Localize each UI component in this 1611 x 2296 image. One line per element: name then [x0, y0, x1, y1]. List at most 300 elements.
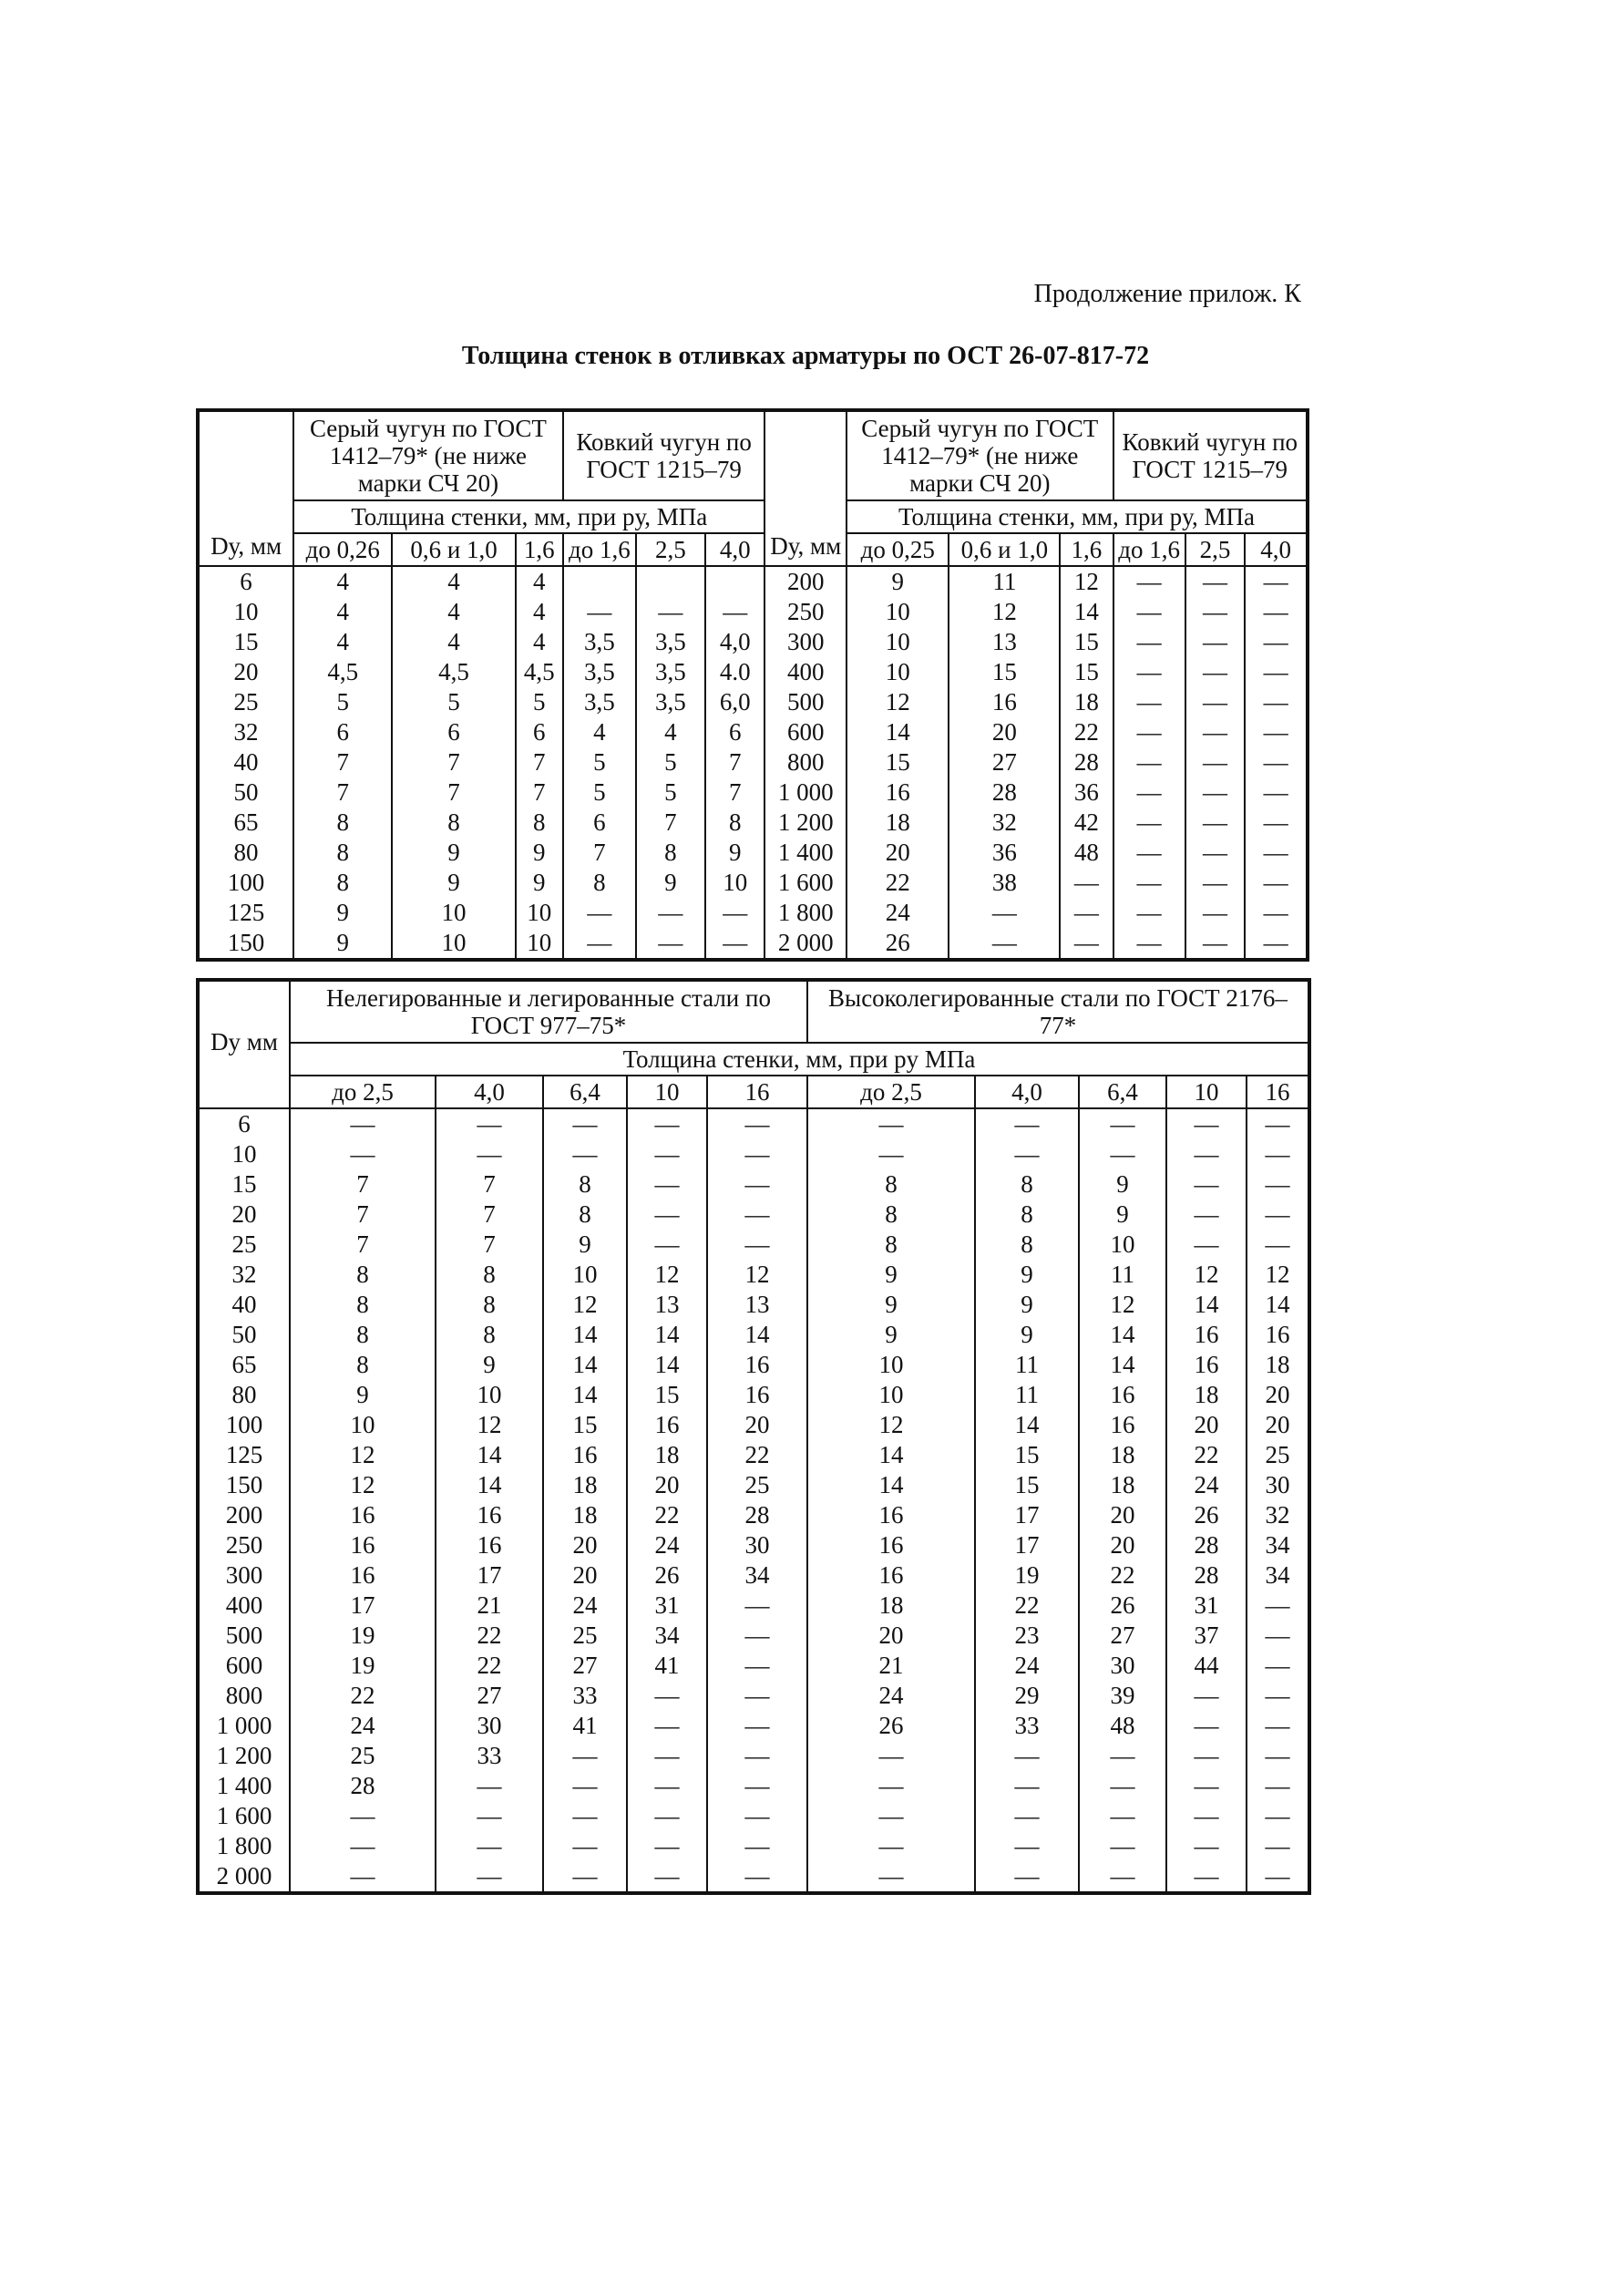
- thickness-cell: 19: [290, 1621, 436, 1651]
- thickness-cell: —: [563, 928, 636, 959]
- thickness-cell: —: [1166, 1169, 1247, 1199]
- thickness-cell: 8: [516, 808, 563, 838]
- thickness-cell: 14: [436, 1440, 543, 1470]
- thickness-cell: 17: [975, 1530, 1079, 1560]
- thickness-cell: 8: [290, 1290, 436, 1320]
- thickness-cell: 32: [1247, 1500, 1308, 1530]
- thickness-cell: 14: [627, 1350, 707, 1380]
- thickness-cell: 14: [975, 1410, 1079, 1440]
- dy-cell: 80: [199, 1380, 290, 1410]
- thickness-cell: 16: [1079, 1380, 1166, 1410]
- thickness-cell: 6,0: [705, 687, 765, 717]
- thickness-cell: 8: [293, 808, 392, 838]
- thickness-cell: 7: [563, 838, 636, 868]
- thickness-cell: 33: [436, 1741, 543, 1771]
- thickness-cell: 10: [1079, 1230, 1166, 1260]
- table-row: [199, 1771, 1308, 1801]
- thickness-cell: 14: [1060, 597, 1113, 627]
- pressure-header-cell: 4,0: [1245, 533, 1307, 566]
- thickness-cell: 9: [975, 1290, 1079, 1320]
- thickness-cell: 26: [1079, 1591, 1166, 1621]
- dy-cell: 400: [764, 657, 847, 687]
- thickness-cell: 20: [847, 838, 949, 868]
- thickness-cell: 28: [1060, 747, 1113, 777]
- thickness-cell: 26: [847, 928, 949, 959]
- pressure-header-cell: 2,5: [1185, 533, 1246, 566]
- thickness-cell: 8: [392, 808, 515, 838]
- thickness-cell: 7: [705, 747, 765, 777]
- dy-cell: 300: [199, 1560, 290, 1591]
- thickness-cell: 9: [807, 1290, 975, 1320]
- thickness-cell: —: [1166, 1711, 1247, 1741]
- thickness-cell: 9: [392, 868, 515, 898]
- thickness-cell: —: [1247, 1199, 1308, 1230]
- thickness-cell: —: [707, 1681, 807, 1711]
- thickness-cell: 16: [290, 1560, 436, 1591]
- thickness-cell: 12: [290, 1440, 436, 1470]
- thickness-cell: —: [290, 1108, 436, 1139]
- thickness-cell: 18: [847, 808, 949, 838]
- dy-cell: 80: [199, 838, 293, 868]
- thickness-cell: —: [807, 1861, 975, 1892]
- thickness-cell: 24: [847, 898, 949, 928]
- thickness-cell: —: [1113, 627, 1185, 657]
- dy-cell: 125: [199, 898, 293, 928]
- thickness-cell: 8: [807, 1230, 975, 1260]
- thickness-cell: —: [1247, 1711, 1308, 1741]
- thickness-cell: 4: [293, 597, 392, 627]
- thickness-cell: —: [1245, 627, 1307, 657]
- thickness-cell: —: [1079, 1861, 1166, 1892]
- thickness-cell: 8: [293, 838, 392, 868]
- thickness-cell: —: [707, 1199, 807, 1230]
- thickness-cell: —: [436, 1801, 543, 1831]
- thickness-cell: 14: [543, 1380, 627, 1410]
- table-row: [199, 928, 1307, 959]
- thickness-cell: 9: [293, 898, 392, 928]
- dy-cell: 250: [764, 597, 847, 627]
- thickness-cell: —: [436, 1108, 543, 1139]
- table-row: [199, 687, 1307, 717]
- table-row: [199, 627, 1307, 657]
- thickness-cell: 17: [290, 1591, 436, 1621]
- thickness-cell: 26: [1166, 1500, 1247, 1530]
- thickness-cell: 13: [707, 1290, 807, 1320]
- thickness-cell: —: [949, 898, 1060, 928]
- thickness-cell: —: [807, 1771, 975, 1801]
- thickness-cell: —: [707, 1831, 807, 1861]
- thickness-cell: 28: [1166, 1560, 1247, 1591]
- thickness-cell: —: [1166, 1741, 1247, 1771]
- thickness-cell: 7: [293, 747, 392, 777]
- thickness-cell: [563, 566, 636, 597]
- thickness-cell: 14: [847, 717, 949, 747]
- thickness-cell: 17: [436, 1560, 543, 1591]
- thickness-cell: —: [1079, 1741, 1166, 1771]
- thickness-cell: 22: [436, 1621, 543, 1651]
- thickness-cell: 7: [392, 747, 515, 777]
- thickness-cell: 4: [516, 597, 563, 627]
- malleable-iron-header-left: Ковкий чугун по ГОСТ 1215–79: [563, 411, 765, 500]
- thickness-cell: —: [563, 597, 636, 627]
- thickness-cell: —: [975, 1771, 1079, 1801]
- thickness-cell: 15: [543, 1410, 627, 1440]
- thickness-cell: 8: [807, 1199, 975, 1230]
- thickness-cell: 24: [543, 1591, 627, 1621]
- thickness-cell: 7: [392, 777, 515, 808]
- thickness-cell: —: [1113, 717, 1185, 747]
- thickness-cell: 22: [290, 1681, 436, 1711]
- pressure-header-cell: 10: [1166, 1076, 1247, 1108]
- thickness-cell: —: [1185, 868, 1246, 898]
- table-row: [199, 1290, 1308, 1320]
- dy-cell: 500: [764, 687, 847, 717]
- thickness-cell: —: [1060, 928, 1113, 959]
- thickness-cell: —: [290, 1831, 436, 1861]
- table-row: [199, 1560, 1308, 1591]
- thickness-cell: —: [290, 1801, 436, 1831]
- table-row: [199, 1861, 1308, 1892]
- pressure-header-cell: 2,5: [636, 533, 705, 566]
- thickness-cell: 12: [436, 1410, 543, 1440]
- thickness-cell: 20: [707, 1410, 807, 1440]
- thickness-cell: 15: [627, 1380, 707, 1410]
- thickness-cell: 25: [543, 1621, 627, 1651]
- page-title: Толщина стенок в отливках арматуры по ОСТ 26-07-817-72: [461, 342, 1150, 370]
- thickness-cell: —: [1185, 597, 1246, 627]
- thickness-cell: 7: [436, 1199, 543, 1230]
- thickness-cell: 12: [1247, 1260, 1308, 1290]
- thickness-cell: 15: [1060, 657, 1113, 687]
- thickness-cell: 34: [1247, 1530, 1308, 1560]
- thickness-cell: 30: [707, 1530, 807, 1560]
- thickness-cell: —: [1113, 777, 1185, 808]
- thickness-cell: 12: [707, 1260, 807, 1290]
- thickness-cell: —: [1245, 717, 1307, 747]
- thickness-cell: —: [1185, 808, 1246, 838]
- table-row: [199, 657, 1307, 687]
- dy-cell: 1 600: [199, 1801, 290, 1831]
- steel-table: [198, 980, 1309, 1893]
- table-row: [199, 1801, 1308, 1831]
- thickness-cell: 7: [290, 1199, 436, 1230]
- thickness-cell: —: [627, 1861, 707, 1892]
- pressure-header-cell: 1,6: [1060, 533, 1113, 566]
- dy-cell: 150: [199, 1470, 290, 1500]
- thickness-cell: —: [975, 1831, 1079, 1861]
- thickness-cell: —: [1245, 868, 1307, 898]
- thickness-cell: 9: [975, 1320, 1079, 1350]
- table-row: [199, 1651, 1308, 1681]
- thickness-cell: 37: [1166, 1621, 1247, 1651]
- thickness-cell: 22: [1166, 1440, 1247, 1470]
- thickness-cell: 4: [516, 566, 563, 597]
- dy-header-steel: Dу мм: [199, 981, 290, 1108]
- thickness-cell: 28: [949, 777, 1060, 808]
- thickness-cell: 15: [847, 747, 949, 777]
- thickness-cell: 4: [563, 717, 636, 747]
- thickness-cell: 30: [1079, 1651, 1166, 1681]
- dy-cell: 600: [199, 1651, 290, 1681]
- thickness-cell: —: [1247, 1169, 1308, 1199]
- thickness-cell: 10: [436, 1380, 543, 1410]
- thickness-cell: —: [975, 1801, 1079, 1831]
- thickness-cell: —: [1113, 747, 1185, 777]
- thickness-cell: 11: [975, 1380, 1079, 1410]
- table-row: [199, 1199, 1308, 1230]
- thickness-cell: —: [807, 1801, 975, 1831]
- thickness-cell: 14: [807, 1440, 975, 1470]
- table-row: [199, 717, 1307, 747]
- thickness-cell: 22: [975, 1591, 1079, 1621]
- thickness-cell: 18: [1060, 687, 1113, 717]
- thickness-cell: —: [1245, 838, 1307, 868]
- pressure-header-cell: до 0,26: [293, 533, 392, 566]
- table-row: [199, 1139, 1308, 1169]
- thickness-cell: —: [1245, 687, 1307, 717]
- thickness-cell: 5: [636, 777, 705, 808]
- thickness-cell: 16: [1247, 1320, 1308, 1350]
- table-row: [199, 1320, 1308, 1350]
- thickness-cell: 3,5: [563, 657, 636, 687]
- thickness-cell: 3,5: [636, 657, 705, 687]
- thickness-cell: —: [705, 597, 765, 627]
- thickness-cell: 9: [516, 868, 563, 898]
- thickness-cell: 39: [1079, 1681, 1166, 1711]
- thickness-cell: —: [1247, 1139, 1308, 1169]
- thickness-cell: —: [707, 1230, 807, 1260]
- dy-cell: 25: [199, 1230, 290, 1260]
- thickness-cell: 9: [807, 1320, 975, 1350]
- table-row: [199, 898, 1307, 928]
- thickness-cell: 32: [949, 808, 1060, 838]
- thickness-cell: —: [1113, 566, 1185, 597]
- thickness-cell: —: [636, 928, 705, 959]
- thickness-cell: —: [1113, 687, 1185, 717]
- cast-iron-table: [198, 410, 1308, 960]
- thickness-cell: —: [707, 1108, 807, 1139]
- thickness-cell: —: [543, 1741, 627, 1771]
- thickness-cell: 3,5: [563, 627, 636, 657]
- thickness-cell: —: [1166, 1801, 1247, 1831]
- thickness-cell: 23: [975, 1621, 1079, 1651]
- thickness-cell: 15: [975, 1470, 1079, 1500]
- thickness-cell: 18: [627, 1440, 707, 1470]
- thickness-cell: 4: [293, 566, 392, 597]
- dy-cell: 10: [199, 597, 293, 627]
- thickness-cell: 14: [543, 1350, 627, 1380]
- thickness-cell: 4: [392, 627, 515, 657]
- dy-cell: 65: [199, 1350, 290, 1380]
- thickness-cell: —: [1166, 1771, 1247, 1801]
- thickness-cell: 28: [707, 1500, 807, 1530]
- thickness-cell: 27: [436, 1681, 543, 1711]
- pressure-header-cell: 16: [1247, 1076, 1308, 1108]
- thickness-cell: 8: [636, 838, 705, 868]
- thickness-cell: 10: [516, 928, 563, 959]
- thickness-cell: 24: [627, 1530, 707, 1560]
- thickness-cell: 41: [627, 1651, 707, 1681]
- thickness-cell: 26: [807, 1711, 975, 1741]
- thickness-cell: 36: [1060, 777, 1113, 808]
- thickness-cell: —: [1185, 717, 1246, 747]
- table-row: [199, 1108, 1308, 1139]
- thickness-cell: —: [1185, 657, 1246, 687]
- thickness-cell: 6: [516, 717, 563, 747]
- thickness-cell: —: [1185, 838, 1246, 868]
- thickness-cell: 24: [975, 1651, 1079, 1681]
- thickness-cell: —: [627, 1741, 707, 1771]
- thickness-cell: —: [563, 898, 636, 928]
- dy-cell: 6: [199, 1108, 290, 1139]
- thickness-cell: 4: [516, 627, 563, 657]
- thickness-cell: 18: [1079, 1470, 1166, 1500]
- thickness-cell: 22: [1079, 1560, 1166, 1591]
- thickness-cell: 8: [293, 868, 392, 898]
- thickness-cell: —: [807, 1831, 975, 1861]
- dy-cell: 1 000: [764, 777, 847, 808]
- thickness-cell: 22: [627, 1500, 707, 1530]
- thickness-cell: 16: [949, 687, 1060, 717]
- thickness-cell: 8: [563, 868, 636, 898]
- table-row: [199, 1831, 1308, 1861]
- dy-cell: 250: [199, 1530, 290, 1560]
- thickness-cell: —: [707, 1801, 807, 1831]
- dy-cell: 6: [199, 566, 293, 597]
- thickness-cell: —: [1185, 928, 1246, 959]
- pressure-header-cell: 0,6 и 1,0: [949, 533, 1060, 566]
- thickness-cell: 27: [1079, 1621, 1166, 1651]
- thickness-cell: —: [1245, 566, 1307, 597]
- thickness-cell: —: [1113, 898, 1185, 928]
- thickness-cell: 4,5: [392, 657, 515, 687]
- thickness-cell: 38: [949, 868, 1060, 898]
- thickness-cell: 15: [1060, 627, 1113, 657]
- thickness-cell: 20: [1079, 1500, 1166, 1530]
- thickness-cell: —: [543, 1831, 627, 1861]
- thickness-cell: 31: [627, 1591, 707, 1621]
- thickness-cell: —: [1185, 687, 1246, 717]
- thickness-cell: 11: [949, 566, 1060, 597]
- alloy-steel-header: Высоколегированные стали по ГОСТ 2176–77*: [807, 981, 1308, 1043]
- thickness-cell: —: [1079, 1771, 1166, 1801]
- thickness-cell: [705, 566, 765, 597]
- thickness-cell: 7: [436, 1169, 543, 1199]
- thickness-cell: 22: [1060, 717, 1113, 747]
- thickness-cell: 20: [1079, 1530, 1166, 1560]
- thickness-cell: —: [1166, 1108, 1247, 1139]
- thickness-cell: 26: [627, 1560, 707, 1591]
- thickness-cell: —: [543, 1801, 627, 1831]
- thickness-cell: —: [290, 1139, 436, 1169]
- thickness-cell: 12: [1166, 1260, 1247, 1290]
- thickness-cell: —: [543, 1771, 627, 1801]
- pressure-header-cell: 4,0: [705, 533, 765, 566]
- pressure-header-cell: до 1,6: [563, 533, 636, 566]
- thickness-cell: 13: [627, 1290, 707, 1320]
- dy-cell: 32: [199, 1260, 290, 1290]
- thickness-cell: 16: [290, 1530, 436, 1560]
- thickness-cell: —: [436, 1831, 543, 1861]
- table-row: [199, 1230, 1308, 1260]
- thickness-cell: 6: [705, 717, 765, 747]
- dy-cell: 200: [764, 566, 847, 597]
- thickness-cell: 7: [290, 1230, 436, 1260]
- thickness-cell: 5: [563, 747, 636, 777]
- thickness-cell: 24: [1166, 1470, 1247, 1500]
- thickness-cell: 20: [949, 717, 1060, 747]
- pressure-header-cell: 16: [707, 1076, 807, 1108]
- thickness-cell: 16: [290, 1500, 436, 1530]
- table-row: [199, 777, 1307, 808]
- wall-thickness-header-steel: Толщина стенки, мм, при pу МПа: [290, 1043, 1308, 1076]
- thickness-cell: —: [543, 1108, 627, 1139]
- thickness-cell: —: [707, 1591, 807, 1621]
- thickness-cell: 14: [807, 1470, 975, 1500]
- thickness-cell: —: [1247, 1861, 1308, 1892]
- pressure-header-cell: до 0,25: [847, 533, 949, 566]
- table-row: [199, 1591, 1308, 1621]
- table-row: [199, 1530, 1308, 1560]
- thickness-cell: 3,5: [636, 687, 705, 717]
- thickness-cell: 14: [707, 1320, 807, 1350]
- thickness-cell: 8: [436, 1260, 543, 1290]
- table-row: [199, 747, 1307, 777]
- thickness-cell: 8: [290, 1350, 436, 1380]
- thickness-cell: 6: [563, 808, 636, 838]
- thickness-cell: 4: [392, 597, 515, 627]
- thickness-cell: 21: [807, 1651, 975, 1681]
- thickness-cell: 9: [847, 566, 949, 597]
- thickness-cell: 4: [392, 566, 515, 597]
- thickness-cell: 4.0: [705, 657, 765, 687]
- thickness-cell: —: [1060, 868, 1113, 898]
- thickness-cell: 9: [293, 928, 392, 959]
- thickness-cell: 12: [1079, 1290, 1166, 1320]
- thickness-cell: 27: [949, 747, 1060, 777]
- thickness-cell: 12: [627, 1260, 707, 1290]
- thickness-cell: —: [1247, 1108, 1308, 1139]
- thickness-cell: —: [1185, 747, 1246, 777]
- thickness-cell: 16: [1079, 1410, 1166, 1440]
- thickness-cell: 10: [392, 898, 515, 928]
- thickness-cell: —: [627, 1108, 707, 1139]
- thickness-cell: 42: [1060, 808, 1113, 838]
- thickness-cell: —: [1247, 1591, 1308, 1621]
- thickness-cell: —: [975, 1108, 1079, 1139]
- thickness-cell: 6: [293, 717, 392, 747]
- thickness-cell: 48: [1060, 838, 1113, 868]
- table-row: [199, 1169, 1308, 1199]
- thickness-cell: —: [1185, 777, 1246, 808]
- thickness-cell: 8: [975, 1230, 1079, 1260]
- table-row: [199, 808, 1307, 838]
- table-row: [199, 1621, 1308, 1651]
- thickness-cell: 5: [636, 747, 705, 777]
- thickness-cell: 20: [543, 1560, 627, 1591]
- thickness-cell: 25: [1247, 1440, 1308, 1470]
- thickness-cell: 8: [975, 1199, 1079, 1230]
- thickness-cell: 20: [1247, 1410, 1308, 1440]
- table-row: [199, 1410, 1308, 1440]
- thickness-cell: 6: [392, 717, 515, 747]
- thickness-cell: —: [949, 928, 1060, 959]
- dy-cell: 1 800: [199, 1831, 290, 1861]
- thickness-cell: —: [627, 1169, 707, 1199]
- thickness-cell: 12: [847, 687, 949, 717]
- thickness-cell: 4,5: [293, 657, 392, 687]
- thickness-cell: —: [1166, 1831, 1247, 1861]
